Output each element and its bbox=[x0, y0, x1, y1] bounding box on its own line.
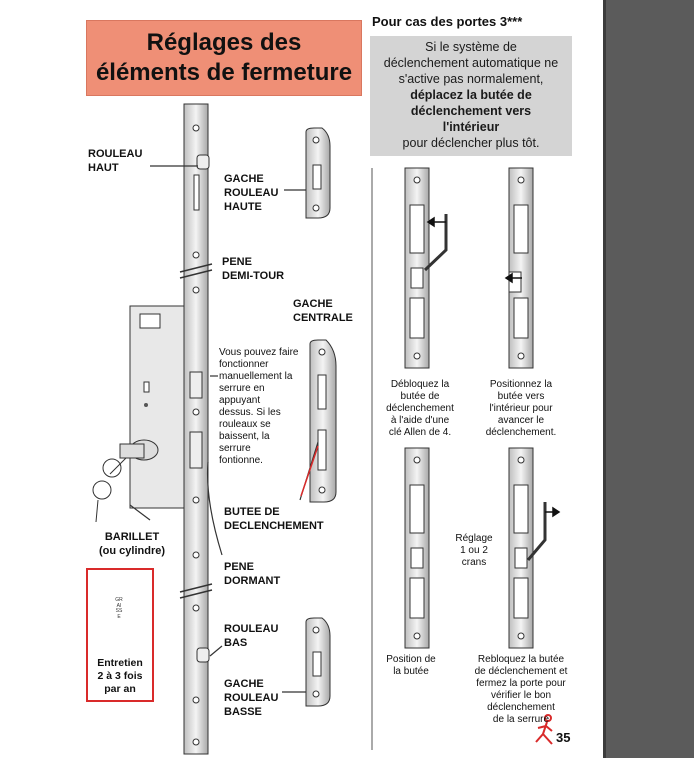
page-number: 35 bbox=[556, 730, 571, 745]
label-pene-dormant: PENE DORMANT bbox=[224, 561, 281, 587]
right-subtitle: Pour cas des portes 3*** bbox=[372, 14, 523, 29]
caption-step4: Rebloquez la butée de déclenchement et fermez la porte pour vérifier le bon déclenchement de la serrure bbox=[474, 654, 568, 725]
title-box bbox=[86, 20, 362, 96]
caption-step1: Débloquez la butée de déclenchement à l'aide d'une clé Allen de 4. bbox=[386, 379, 454, 438]
caption-step2: Positionnez la butée vers l'intérieur pour avancer le déclenchement. bbox=[485, 379, 557, 438]
grease-tube-label: GRAISSE bbox=[115, 597, 123, 620]
maintenance-text: Entretien 2 à 3 fois par an bbox=[97, 657, 143, 695]
maintenance-box bbox=[86, 568, 154, 702]
label-gache-rouleau-haute: GACHE ROULEAU HAUTE bbox=[224, 173, 279, 213]
label-rouleau-haut: ROULEAU HAUT bbox=[88, 148, 143, 174]
label-gache-rouleau-basse: GACHE ROULEAU BASSE bbox=[224, 678, 279, 718]
label-rouleau-bas: ROULEAU BAS bbox=[224, 623, 279, 649]
label-gache-centrale: GACHE CENTRALE bbox=[293, 298, 353, 324]
label-barillet: BARILLET (ou cylindre) bbox=[99, 531, 166, 557]
caption-step3: Position de la butée bbox=[386, 654, 436, 677]
page-title: Réglages des éléments de fermeture bbox=[95, 29, 353, 86]
info-box: Si le système de déclenchement automatique ne s'active pas normalement, déplacez la butée de déclenchement vers l'intérieur pour déclencher plus tôt. bbox=[370, 36, 572, 156]
caption-reglage: Réglage 1 ou 2 crans bbox=[455, 533, 493, 568]
manual-operation-note: Vous pouvez faire fonctionner manuellement la serrure en appuyant dessus. Si les rouleaux se baissent, la serrure fontionne. bbox=[219, 347, 299, 466]
label-pene-demi-tour: PENE DEMI-TOUR bbox=[222, 256, 285, 282]
label-butee: BUTEE DE DECLENCHEMENT bbox=[224, 506, 324, 532]
